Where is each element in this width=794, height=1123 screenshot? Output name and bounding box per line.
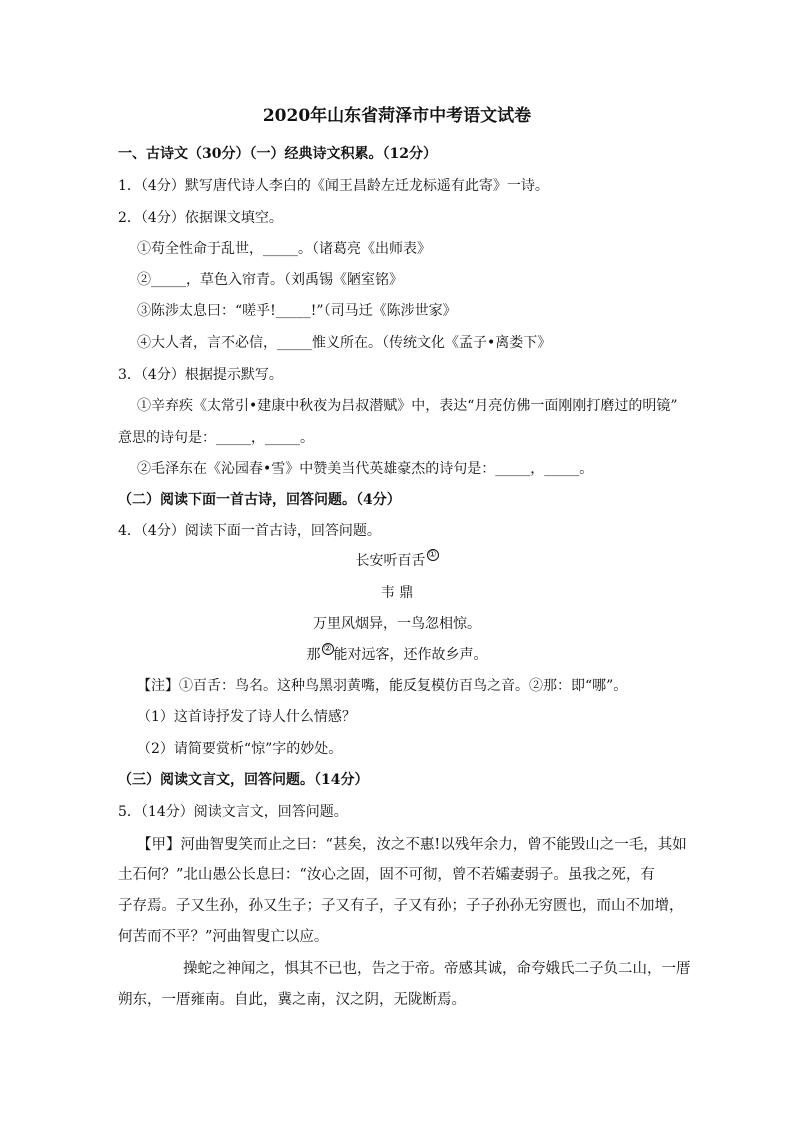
page-title: 2020年山东省菏泽市中考语文试卷 [262,106,532,126]
footnote-marker-2: ② [323,644,332,654]
question-4-sub-1: （1）这首诗抒发了诗人什么情感？ [137,709,356,725]
poem-line-1: 万里风烟异，一鸟忽相惊。 [313,616,481,632]
question-2-stem: 2．（4分）依据课文填空。 [118,210,283,226]
question-4-sub-2: （2）请简要赏析“惊”字的妙处。 [137,741,343,757]
question-2-item-1: ①苟全性命于乱世，_____。（诸葛亮《出师表》 [137,241,431,257]
question-3-item-1-line-2: 意思的诗句是：_____，_____。 [118,430,314,446]
question-3-item-1-line-1: ①辛弃疾《太常引•建康中秋夜为吕叔潜赋》中，表达“月亮仿佛一面刚刚打磨过的明镜” [137,398,678,414]
question-2-item-3: ③陈涉太息曰：“嗟乎!_____!”（司马迁《陈涉世家》 [137,303,457,319]
question-3-item-2: ②毛泽东在《沁园春•雪》中赞美当代英雄豪杰的诗句是：_____，_____。 [137,461,594,477]
passage-para-1-line-3: 子存焉。子又生孙，孙又生子；子又有子，子又有孙；子子孙孙无穷匮也，而山不加增， [118,898,684,914]
question-2-item-2: ②_____，草色入帘青。（刘禹锡《陋室铭》 [137,272,403,288]
poem-author: 韦 鼎 [380,585,414,601]
question-1: 1．（4分）默写唐代诗人李白的《闻王昌龄左迁龙标遥有此寄》一诗。 [118,178,549,194]
passage-para-2-line-1: 操蛇之神闻之，惧其不已也，告之于帝。帝感其诚，命夸娥氏二子负二山，一厝 [183,961,691,977]
question-2-item-4: ④大人者，言不必信，_____惟义所在。（传统文化《孟子•离娄下》 [137,335,552,351]
question-4-stem: 4．（4分）阅读下面一首古诗，回答问题。 [118,523,381,539]
question-3-stem: 3．（4分）根据提示默写。 [118,367,283,383]
footnote-marker-1: ① [428,550,437,560]
poem-title: 长安听百舌 ① [355,550,437,569]
poem-line-2: 那 ② 能对远客，还作故乡声。 [306,644,488,663]
section-2-header: （二）阅读下面一首古诗，回答问题。（4分） [118,492,401,508]
passage-para-1-line-2: 土石何？”北山愚公长息曰：“汝心之固，固不可彻，曾不若孀妻弱子。虽我之死，有 [118,867,655,883]
section-3-header: （三）阅读文言文，回答问题。（14分） [118,772,369,788]
passage-para-1-line-1: 【甲】河曲智叟笑而止之曰：“甚矣，汝之不惠!以残年余力，曾不能毁山之一毛，其如 [137,837,687,853]
question-5-stem: 5．（14分）阅读文言文，回答问题。 [118,804,348,820]
poem-annotation: 【注】①百舌：鸟名。这种鸟黑羽黄嘴，能反复模仿百鸟之音。②那：即“哪”。 [137,678,628,694]
passage-para-1-line-4: 何苦而不平？”河曲智叟亡以应。 [118,929,329,945]
section-1-header: 一、古诗文（30分）（一）经典诗文积累。（12分） [118,146,437,162]
passage-para-2-line-2: 朔东，一厝雍南。自此，冀之南，汉之阴，无陇断焉。 [118,992,466,1008]
